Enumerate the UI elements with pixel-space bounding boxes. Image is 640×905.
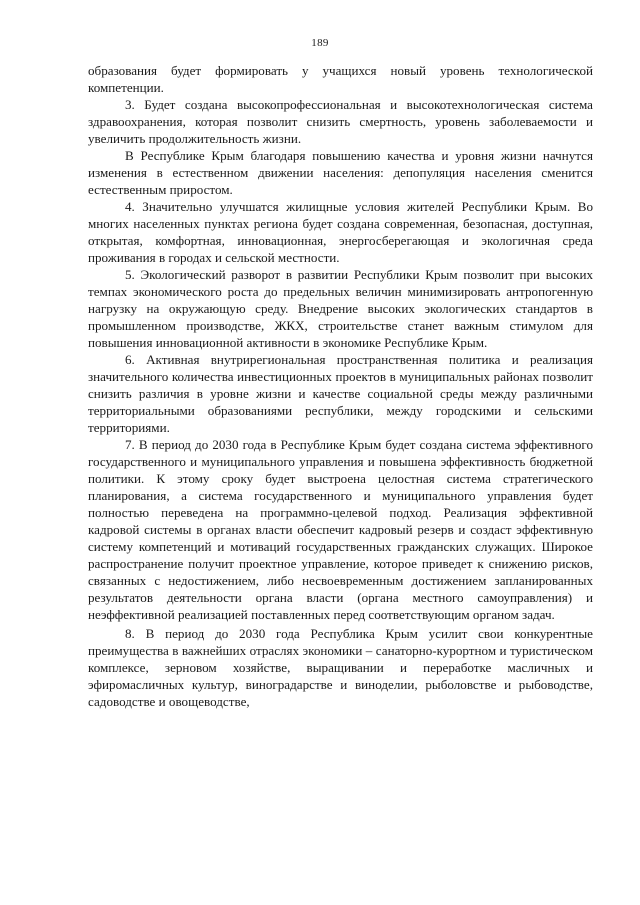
page-number: 189 [311,37,329,49]
paragraph-item-8: 8. В период до 2030 года Республика Крым усилит свои конкурентные преимущества в важнейших отраслях экономики – санаторно-курортном и туристическом комплексе, зерновом хозяйстве, выращивании и переработке масличных и эфиромасличных культур, виноградарстве и виноделии, рыболовстве и рыбоводстве, садоводстве и овощеводстве, [88,626,593,709]
document-body [88,62,593,710]
paragraph-item-4: 4. Значительно улучшатся жилищные условия жителей Республики Крым. Во многих населенных пунктах региона будет создана современная, безопасная, доступная, открытая, комфортная, инновационная, энергосберегающая и экологичная среда проживания в городах и сельской местности. [88,199,593,265]
paragraph-item-3: 3. Будет создана высокопрофессиональная и высокотехнологическая система здравоохранения, которая позволит снизить смертность, уровень заболеваемости и увеличить продолжительность жизни. [88,97,593,146]
paragraph-item-5: 5. Экологический разворот в развитии Республики Крым позволит при высоких темпах экономического роста до предельных величин минимизировать антропогенную нагрузку на окружающую среду. Внедрение высоких экологических стандартов в промышленном производстве, ЖКХ, строительстве станет важным стимулом для повышения инновационной активности в экономике Республике Крым. [88,267,593,350]
paragraph-continuation: образования будет формировать у учащихся новый уровень технологической компетенции. [88,63,593,95]
paragraph-item-7: 7. В период до 2030 года в Республике Крым будет создана система эффективного государственного и муниципального управления и повышена эффективность бюджетной политики. К этому сроку будет выстроена целостная система стратегического планирования, а система государственного и муниципального управления будет полностью переведена на программно-целевой подход. Реализация эффективной кадровой системы в органах власти обеспечит кадровый резерв и создаст эффективную систему компетенций и мотиваций государственных гражданских служащих. Широкое распространение получит проектное управление, которое приведет к снижению рисков, связанных с недостижением, либо несвоевременным достижением запланированных результатов деятельности органа власти (органа местного самоуправления) и неэффективной реализацией поставленных перед соответствующим органом задач. [88,437,593,622]
paragraph-population: В Республике Крым благодаря повышению качества и уровня жизни начнутся изменения в естественном движении населения: депопуляция населения сменится естественным приростом. [88,148,593,197]
paragraph-item-6: 6. Активная внутрирегиональная пространственная политика и реализация значительного количества инвестиционных проектов в муниципальных районах позволит снизить различия в уровне жизни и качестве социальной среды между различными территориальными образованиями республики, между городскими и сельскими территориями. [88,352,593,435]
